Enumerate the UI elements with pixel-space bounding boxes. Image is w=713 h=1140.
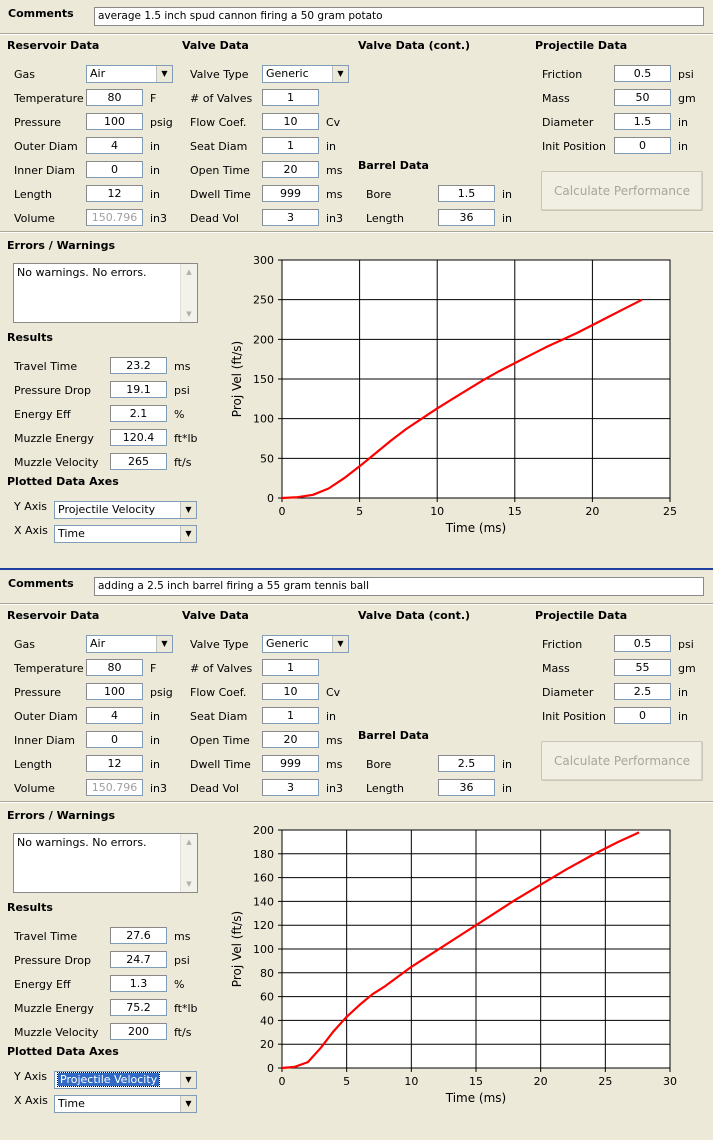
valve-heading: Valve Data (182, 609, 249, 622)
reservoir-outer-diam-unit: in (150, 710, 161, 723)
result-energy-eff-unit: % (174, 978, 185, 991)
projectile-init-position-field[interactable]: 0 (614, 707, 671, 724)
projectile-diameter-field[interactable]: 1.5 (614, 113, 671, 130)
x-tick-label: 0 (278, 1075, 286, 1088)
valve-num-valves-field[interactable]: 1 (262, 89, 319, 106)
result-travel-time-unit: ms (174, 930, 191, 943)
plotted-axes-heading: Plotted Data Axes (7, 1045, 119, 1058)
result-travel-time-unit: ms (174, 360, 191, 373)
reservoir-temperature-label: Temperature (14, 662, 84, 675)
simulation-panel-2 (0, 570, 713, 1140)
results-heading: Results (7, 901, 53, 914)
reservoir-outer-diam-field[interactable]: 4 (86, 137, 143, 154)
result-muzzle-energy-label: Muzzle Energy (14, 1002, 94, 1015)
barrel-bore-unit: in (502, 758, 513, 771)
y-tick-label: 150 (253, 373, 274, 386)
barrel-length-label: Length (366, 212, 404, 225)
result-muzzle-velocity-unit: ft/s (174, 456, 192, 469)
valve-flow-coef-field[interactable]: 10 (262, 683, 319, 700)
result-travel-time-label: Travel Time (14, 360, 78, 373)
reservoir-outer-diam-unit: in (150, 140, 161, 153)
reservoir-temperature-unit: F (150, 662, 157, 675)
reservoir-volume-unit: in3 (150, 782, 168, 795)
scroll-down-icon[interactable]: ▼ (186, 880, 192, 888)
barrel-length-field[interactable]: 36 (438, 779, 495, 796)
valve-dwell-time-label: Dwell Time (190, 188, 251, 201)
projectile-friction-field[interactable]: 0.5 (614, 65, 671, 82)
valve-type-select-value: Generic (266, 67, 309, 80)
reservoir-inner-diam-field[interactable]: 0 (86, 731, 143, 748)
reservoir-volume-field: 150.796 (86, 209, 143, 226)
valve-dead-vol-label: Dead Vol (190, 212, 239, 225)
y-tick-label: 180 (253, 847, 274, 861)
valve-seat-diam-label: Seat Diam (190, 140, 248, 153)
result-muzzle-energy-field[interactable]: 75.2 (110, 999, 167, 1016)
gas-label: Gas (14, 68, 35, 81)
x-tick-label: 20 (585, 505, 600, 518)
valve-dead-vol-label: Dead Vol (190, 782, 239, 795)
y-axis-title: Proj Vel (ft/s) (230, 910, 244, 988)
reservoir-inner-diam-label: Inner Diam (14, 164, 75, 177)
result-muzzle-energy-label: Muzzle Energy (14, 432, 94, 445)
reservoir-temperature-label: Temperature (14, 92, 84, 105)
reservoir-pressure-field[interactable]: 100 (86, 113, 143, 130)
projectile-mass-unit: gm (678, 92, 696, 105)
chevron-down-icon[interactable]: ▼ (332, 66, 348, 82)
scroll-up-icon[interactable]: ▲ (186, 268, 192, 276)
valve-flow-coef-label: Flow Coef. (190, 686, 247, 699)
valve-open-time-label: Open Time (190, 164, 250, 177)
reservoir-outer-diam-label: Outer Diam (14, 140, 78, 153)
separator (0, 603, 713, 605)
valve-seat-diam-field[interactable]: 1 (262, 137, 319, 154)
result-energy-eff-unit: % (174, 408, 185, 421)
velocity-chart (220, 820, 700, 1120)
reservoir-temperature-field[interactable]: 80 (86, 89, 143, 106)
comments-label: Comments (8, 577, 74, 590)
calculate-performance-button[interactable]: Calculate Performance (541, 171, 703, 211)
y-tick-label: 140 (253, 895, 274, 909)
x-axis-label: X Axis (14, 1094, 48, 1107)
result-energy-eff-label: Energy Eff (14, 978, 71, 991)
reservoir-pressure-label: Pressure (14, 116, 61, 129)
reservoir-temperature-field[interactable]: 80 (86, 659, 143, 676)
projectile-diameter-field[interactable]: 2.5 (614, 683, 671, 700)
y-axis-title: Proj Vel (ft/s) (230, 340, 244, 418)
y-tick-label: 40 (260, 1014, 274, 1028)
result-pressure-drop-unit: psi (174, 954, 190, 967)
barrel-length-label: Length (366, 782, 404, 795)
reservoir-length-unit: in (150, 758, 161, 771)
result-pressure-drop-unit: psi (174, 384, 190, 397)
comments-input[interactable]: adding a 2.5 inch barrel firing a 55 gram tennis ball (94, 577, 704, 596)
projectile-diameter-unit: in (678, 686, 689, 699)
result-muzzle-velocity-label: Muzzle Velocity (14, 1026, 99, 1039)
reservoir-length-field[interactable]: 12 (86, 185, 143, 202)
y-axis-label: Y Axis (14, 500, 48, 513)
barrel-length-unit: in (502, 212, 513, 225)
valve-cont-heading: Valve Data (cont.) (358, 609, 471, 622)
result-muzzle-velocity-field[interactable]: 265 (110, 453, 167, 470)
reservoir-pressure-label: Pressure (14, 686, 61, 699)
x-axis-select[interactable] (54, 1095, 197, 1113)
valve-type-label: Valve Type (190, 638, 249, 651)
projectile-init-position-label: Init Position (542, 710, 606, 723)
projectile-friction-field[interactable]: 0.5 (614, 635, 671, 652)
projectile-init-position-unit: in (678, 140, 689, 153)
reservoir-volume-label: Volume (14, 212, 55, 225)
y-tick-label: 160 (253, 871, 274, 885)
valve-type-select[interactable] (262, 65, 349, 83)
valve-open-time-unit: ms (326, 734, 343, 747)
y-tick-label: 0 (267, 1062, 274, 1075)
barrel-bore-label: Bore (366, 188, 392, 201)
separator (0, 231, 713, 233)
valve-num-valves-field[interactable]: 1 (262, 659, 319, 676)
plotted-axes-heading: Plotted Data Axes (7, 475, 119, 488)
gas-select[interactable] (86, 65, 173, 83)
result-muzzle-velocity-label: Muzzle Velocity (14, 456, 99, 469)
valve-type-select-value: Generic (266, 637, 309, 650)
result-travel-time-field[interactable]: 23.2 (110, 357, 167, 374)
projectile-mass-field[interactable]: 50 (614, 89, 671, 106)
reservoir-pressure-unit: psig (150, 686, 173, 699)
valve-dwell-time-unit: ms (326, 188, 343, 201)
projectile-diameter-label: Diameter (542, 686, 594, 699)
reservoir-inner-diam-unit: in (150, 734, 161, 747)
reservoir-outer-diam-field[interactable]: 4 (86, 707, 143, 724)
comments-input[interactable]: average 1.5 inch spud cannon firing a 50 gram potato (94, 7, 704, 26)
reservoir-inner-diam-field[interactable]: 0 (86, 161, 143, 178)
reservoir-length-unit: in (150, 188, 161, 201)
result-muzzle-energy-unit: ft*lb (174, 1002, 198, 1015)
y-tick-label: 200 (253, 824, 274, 837)
x-axis-select[interactable] (54, 525, 197, 543)
x-tick-label: 10 (404, 1075, 419, 1088)
barrel-bore-field[interactable]: 2.5 (438, 755, 495, 772)
valve-open-time-field[interactable]: 20 (262, 161, 319, 178)
barrel-heading: Barrel Data (358, 159, 429, 172)
errors-heading: Errors / Warnings (7, 239, 116, 252)
valve-dead-vol-unit: in3 (326, 212, 344, 225)
result-travel-time-label: Travel Time (14, 930, 78, 943)
scroll-down-icon[interactable]: ▼ (186, 310, 192, 318)
y-tick-label: 0 (267, 492, 274, 505)
projectile-friction-label: Friction (542, 638, 583, 651)
result-pressure-drop-label: Pressure Drop (14, 954, 91, 967)
result-travel-time-field[interactable]: 27.6 (110, 927, 167, 944)
reservoir-outer-diam-label: Outer Diam (14, 710, 78, 723)
barrel-bore-field[interactable]: 1.5 (438, 185, 495, 202)
comments-label: Comments (8, 7, 74, 20)
valve-open-time-unit: ms (326, 164, 343, 177)
valve-open-time-label: Open Time (190, 734, 250, 747)
x-tick-label: 5 (356, 505, 364, 518)
valve-type-select[interactable] (262, 635, 349, 653)
valve-seat-diam-unit: in (326, 710, 337, 723)
valve-cont-heading: Valve Data (cont.) (358, 39, 471, 52)
x-axis-title: Time (ms) (445, 1091, 507, 1105)
valve-seat-diam-label: Seat Diam (190, 710, 248, 723)
x-tick-label: 15 (507, 505, 522, 518)
gas-label: Gas (14, 638, 35, 651)
projectile-mass-label: Mass (542, 92, 570, 105)
velocity-chart (220, 250, 700, 550)
valve-type-label: Valve Type (190, 68, 249, 81)
projectile-mass-field[interactable]: 55 (614, 659, 671, 676)
y-tick-label: 300 (253, 254, 274, 267)
reservoir-length-label: Length (14, 758, 52, 771)
y-tick-label: 20 (260, 1038, 274, 1052)
memo-scrollbar[interactable] (180, 264, 197, 322)
result-pressure-drop-label: Pressure Drop (14, 384, 91, 397)
reservoir-volume-label: Volume (14, 782, 55, 795)
reservoir-pressure-unit: psig (150, 116, 173, 129)
x-tick-label: 25 (598, 1075, 613, 1088)
reservoir-inner-diam-unit: in (150, 164, 161, 177)
projectile-mass-unit: gm (678, 662, 696, 675)
x-tick-label: 5 (343, 1075, 351, 1088)
y-tick-label: 80 (260, 966, 274, 980)
separator (0, 801, 713, 803)
x-axis-title: Time (ms) (445, 521, 507, 535)
gas-select-value: Air (90, 67, 106, 80)
chevron-down-icon[interactable]: ▼ (180, 1096, 196, 1112)
projectile-init-position-label: Init Position (542, 140, 606, 153)
result-pressure-drop-field[interactable]: 19.1 (110, 381, 167, 398)
reservoir-heading: Reservoir Data (7, 609, 100, 622)
barrel-length-field[interactable]: 36 (438, 209, 495, 226)
barrel-heading: Barrel Data (358, 729, 429, 742)
errors-memo[interactable] (13, 833, 198, 893)
y-axis-select[interactable] (54, 501, 197, 519)
x-tick-label: 30 (663, 1075, 677, 1088)
errors-text: No warnings. No errors. (17, 836, 147, 849)
y-tick-label: 100 (253, 412, 274, 426)
projectile-init-position-unit: in (678, 710, 689, 723)
valve-heading: Valve Data (182, 39, 249, 52)
valve-flow-coef-label: Flow Coef. (190, 116, 247, 129)
projectile-friction-label: Friction (542, 68, 583, 81)
valve-num-valves-label: # of Valves (190, 662, 253, 675)
y-tick-label: 60 (260, 990, 274, 1004)
separator (0, 33, 713, 35)
valve-flow-coef-unit: Cv (326, 686, 341, 699)
chevron-down-icon[interactable]: ▼ (180, 1072, 196, 1088)
chevron-down-icon[interactable]: ▼ (332, 636, 348, 652)
valve-dead-vol-unit: in3 (326, 782, 344, 795)
projectile-heading: Projectile Data (535, 609, 628, 622)
chevron-down-icon[interactable]: ▼ (156, 66, 172, 82)
valve-open-time-field[interactable]: 20 (262, 731, 319, 748)
barrel-length-unit: in (502, 782, 513, 795)
result-energy-eff-field[interactable]: 2.1 (110, 405, 167, 422)
valve-flow-coef-field[interactable]: 10 (262, 113, 319, 130)
projectile-init-position-field[interactable]: 0 (614, 137, 671, 154)
y-axis-label: Y Axis (14, 1070, 48, 1083)
projectile-friction-unit: psi (678, 68, 694, 81)
x-axis-label: X Axis (14, 524, 48, 537)
x-axis-select-value: Time (58, 527, 85, 540)
x-tick-label: 15 (469, 1075, 483, 1088)
x-tick-label: 20 (533, 1075, 548, 1088)
chevron-down-icon[interactable]: ▼ (156, 636, 172, 652)
errors-heading: Errors / Warnings (7, 809, 116, 822)
reservoir-temperature-unit: F (150, 92, 157, 105)
result-muzzle-velocity-unit: ft/s (174, 1026, 192, 1039)
y-tick-label: 250 (253, 293, 274, 307)
gas-select-value: Air (90, 637, 106, 650)
result-muzzle-energy-field[interactable]: 120.4 (110, 429, 167, 446)
reservoir-length-field[interactable]: 12 (86, 755, 143, 772)
reservoir-volume-field: 150.796 (86, 779, 143, 796)
valve-seat-diam-field[interactable]: 1 (262, 707, 319, 724)
chevron-down-icon[interactable]: ▼ (180, 502, 196, 518)
reservoir-pressure-field[interactable]: 100 (86, 683, 143, 700)
barrel-bore-label: Bore (366, 758, 392, 771)
reservoir-inner-diam-label: Inner Diam (14, 734, 75, 747)
projectile-diameter-unit: in (678, 116, 689, 129)
projectile-friction-unit: psi (678, 638, 694, 651)
y-axis-select[interactable] (54, 1071, 197, 1089)
errors-text: No warnings. No errors. (17, 266, 147, 279)
x-tick-label: 0 (278, 505, 286, 518)
errors-memo[interactable] (13, 263, 198, 323)
x-tick-label: 10 (430, 505, 445, 518)
projectile-mass-label: Mass (542, 662, 570, 675)
y-tick-label: 200 (253, 333, 274, 347)
reservoir-length-label: Length (14, 188, 52, 201)
result-energy-eff-label: Energy Eff (14, 408, 71, 421)
valve-dead-vol-field[interactable]: 3 (262, 779, 319, 796)
x-axis-select-value: Time (58, 1097, 85, 1110)
y-tick-label: 50 (260, 452, 274, 466)
valve-seat-diam-unit: in (326, 140, 337, 153)
y-tick-label: 100 (253, 943, 274, 956)
result-muzzle-energy-unit: ft*lb (174, 432, 198, 445)
projectile-heading: Projectile Data (535, 39, 628, 52)
valve-dwell-time-field[interactable]: 999 (262, 185, 319, 202)
valve-dwell-time-field[interactable]: 999 (262, 755, 319, 772)
valve-dead-vol-field[interactable]: 3 (262, 209, 319, 226)
calculate-performance-button[interactable]: Calculate Performance (541, 741, 703, 781)
barrel-bore-unit: in (502, 188, 513, 201)
projectile-diameter-label: Diameter (542, 116, 594, 129)
result-pressure-drop-field[interactable]: 24.7 (110, 951, 167, 968)
valve-dwell-time-unit: ms (326, 758, 343, 771)
scroll-up-icon[interactable]: ▲ (186, 838, 192, 846)
x-tick-label: 25 (663, 505, 677, 518)
result-muzzle-velocity-field[interactable]: 200 (110, 1023, 167, 1040)
valve-dwell-time-label: Dwell Time (190, 758, 251, 771)
chevron-down-icon[interactable]: ▼ (180, 526, 196, 542)
valve-num-valves-label: # of Valves (190, 92, 253, 105)
y-tick-label: 120 (253, 919, 274, 933)
reservoir-volume-unit: in3 (150, 212, 168, 225)
result-energy-eff-field[interactable]: 1.3 (110, 975, 167, 992)
memo-scrollbar[interactable] (180, 834, 197, 892)
reservoir-heading: Reservoir Data (7, 39, 100, 52)
valve-flow-coef-unit: Cv (326, 116, 341, 129)
y-axis-select-value: Projectile Velocity (58, 503, 156, 516)
gas-select[interactable] (86, 635, 173, 653)
results-heading: Results (7, 331, 53, 344)
y-axis-select-value: Projectile Velocity (60, 1073, 158, 1086)
